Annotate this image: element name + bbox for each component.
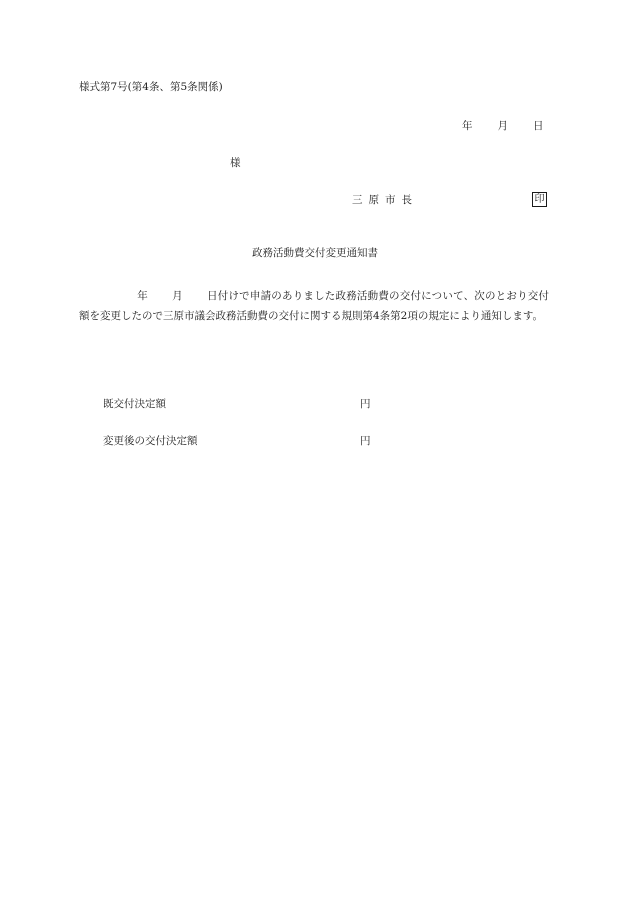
date-year-label: 年 [462, 120, 473, 132]
date-month-label: 月 [497, 120, 508, 132]
revised-grant-unit: 円 [360, 435, 371, 447]
revised-grant-label: 変更後の交付決定額 [103, 435, 198, 447]
date-line [462, 121, 544, 132]
existing-grant-label: 既交付決定額 [103, 398, 166, 410]
seal-mark: 印 [532, 192, 547, 207]
body-paragraph [79, 287, 549, 326]
document-title: 政務活動費交付変更通知書 [252, 247, 378, 259]
date-day-label: 日 [533, 120, 544, 132]
form-number: 様式第7号(第4条、第5条関係) [79, 81, 223, 93]
body-month-label: 月 [171, 290, 183, 302]
addressee-suffix: 様 [230, 157, 241, 169]
body-year-label: 年 [137, 290, 148, 302]
existing-grant-unit: 円 [360, 398, 371, 410]
issuer-name: 三原市長 [352, 194, 418, 206]
body-text: 日付けで申請のありました政務活動費の交付について、次のとおり交付額を変更したので三原市議会政務活動費の交付に関する規則第4条第2項の規定により通知します。 [79, 290, 550, 322]
